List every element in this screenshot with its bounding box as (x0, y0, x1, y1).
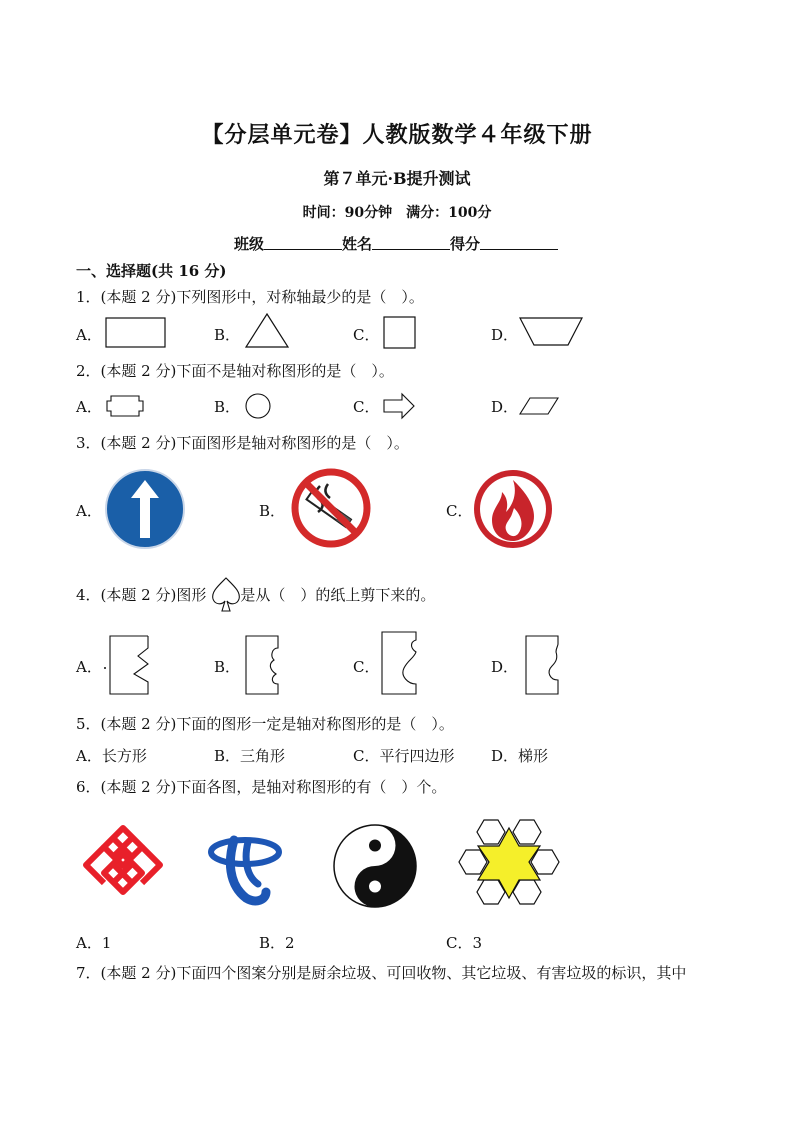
page-subtitle: 第７单元·B提升测试 (323, 169, 471, 188)
q2-option-d-label: D． (491, 398, 519, 416)
class-blank[interactable] (264, 233, 342, 250)
fire-sign-icon (472, 468, 554, 550)
chinese-knot-logo-icon (82, 824, 164, 896)
q1-option-c-label: C． (353, 326, 380, 344)
q4-option-c-label: C． (353, 658, 380, 676)
q4-option-d-label: D． (491, 658, 519, 676)
question-1-text: 1．(本题 2 分)下列图形中，对称轴最少的是（ ）。 (76, 288, 424, 306)
question-2-text: 2．(本题 2 分)下面不是轴对称图形的是（ ）。 (76, 362, 394, 380)
q1-option-d-label: D． (491, 326, 519, 344)
q3-option-b-label: B． (259, 502, 286, 520)
hexagon-star-pattern-icon (454, 818, 564, 910)
folded-paper-c-shape (378, 630, 420, 696)
folded-paper-d-shape (522, 634, 562, 696)
notched-rectangle-shape (106, 394, 144, 418)
question-3-text: 3．(本题 2 分)下面图形是轴对称图形的是（ ）。 (76, 434, 409, 452)
spade-shape-icon (208, 574, 244, 614)
page-title: 【分层单元卷】人教版数学４年级下册 (201, 122, 593, 148)
score-blank[interactable] (480, 233, 558, 250)
exam-meta: 时间：90分钟 满分：100分 (302, 205, 492, 221)
q5-option-a: A．长方形 (76, 747, 147, 765)
folded-paper-b-shape (242, 634, 282, 696)
trapezoid-shape (518, 316, 584, 348)
question-4-text (76, 584, 435, 605)
arrow-shape (382, 393, 416, 419)
circle-shape (244, 392, 272, 420)
square-shape (382, 315, 418, 351)
rectangle-shape (104, 316, 168, 350)
class-label: 班级 (234, 235, 265, 253)
q3-option-a-label: A． (76, 502, 102, 520)
q3-option-c-label: C． (446, 502, 473, 520)
q6-option-a: A．1 (76, 934, 112, 952)
q2-option-c-label: C． (353, 398, 380, 416)
yin-yang-icon (332, 823, 418, 909)
triangle-shape (244, 312, 290, 350)
straight-ahead-sign-icon (104, 468, 186, 550)
question-4-text-after: 是从（ ）的纸上剪下来的。 (240, 586, 436, 604)
q4-option-a-label: A． (76, 658, 102, 676)
question-4-text-before: 4．(本题 2 分)图形 (76, 586, 207, 604)
q2-option-b-label: B． (214, 398, 241, 416)
parallelogram-shape (520, 396, 560, 416)
q6-option-b: B．2 (259, 934, 295, 952)
q1-option-b-label: B． (214, 326, 241, 344)
q5-option-c: C．平行四边形 (353, 747, 455, 765)
score-label: 得分 (450, 235, 481, 253)
student-info-line (234, 233, 558, 254)
folded-paper-a-shape (100, 634, 152, 696)
q5-option-b: B．三角形 (214, 747, 286, 765)
question-7-text: 7．(本题 2 分)下面四个图案分别是厨余垃圾、可回收物、其它垃圾、有害垃圾的标识，其中 (76, 964, 687, 982)
question-6-text: 6．(本题 2 分)下面各图，是轴对称图形的有（ ）个。 (76, 778, 447, 796)
no-smoking-sign-icon (290, 466, 372, 550)
question-5-text: 5．(本题 2 分)下面的图形一定是轴对称图形的是（ ）。 (76, 715, 454, 733)
q1-option-a-label: A． (76, 326, 102, 344)
q4-option-b-label: B． (214, 658, 241, 676)
q2-option-a-label: A． (76, 398, 102, 416)
name-blank[interactable] (372, 233, 450, 250)
q6-option-c: C．3 (446, 934, 483, 952)
section-title: 一、选择题(共 16 分) (76, 262, 227, 280)
q5-option-d: D．梯形 (491, 747, 549, 765)
telecom-logo-icon (206, 830, 284, 904)
name-label: 姓名 (342, 235, 373, 253)
